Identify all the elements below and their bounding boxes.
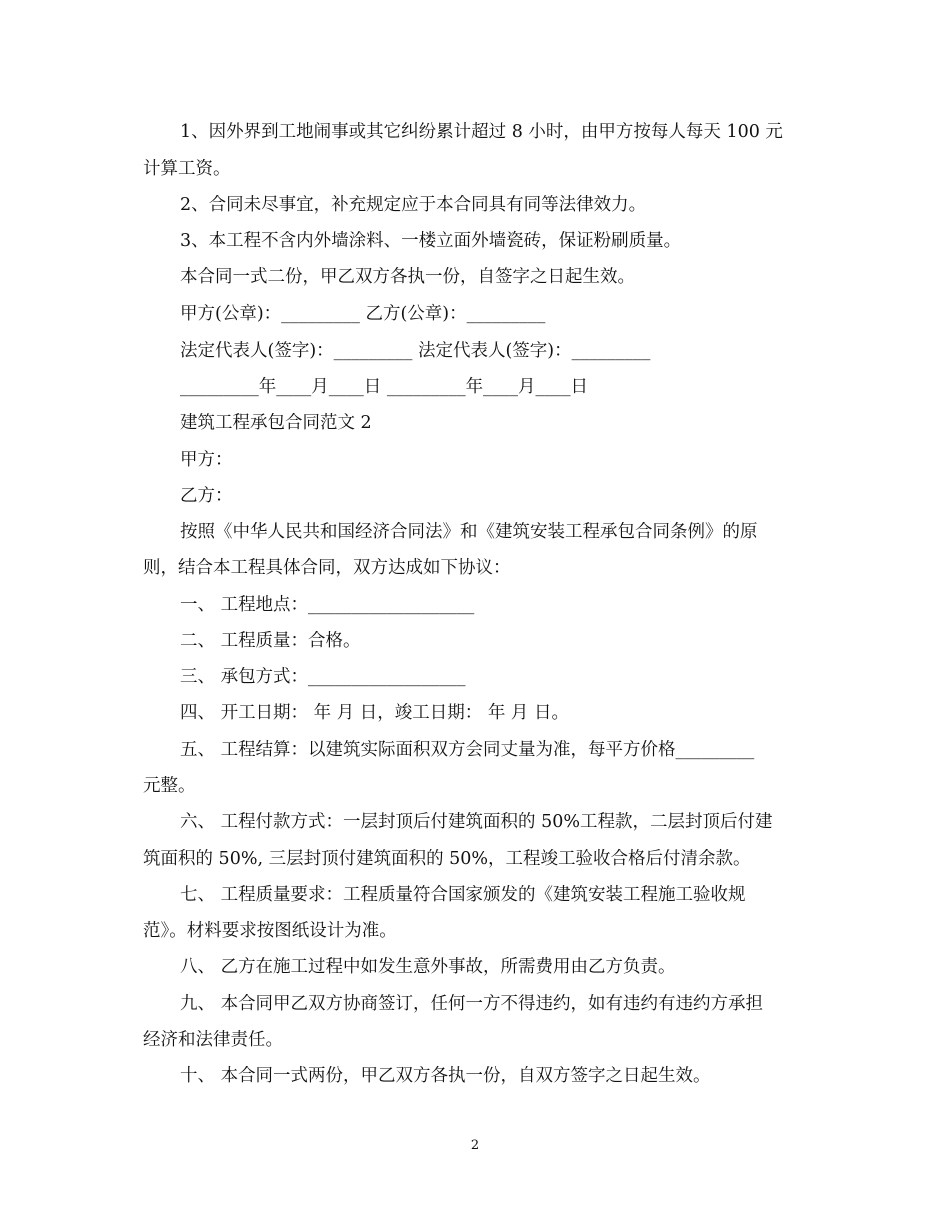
section-title: 建筑工程承包合同范文 2 xyxy=(180,413,372,433)
signature-line: 甲方(公章)：_________ 乙方(公章)：_________ xyxy=(180,304,546,324)
text-line: 本合同一式二份，甲乙双方各执一份，自签字之日起生效。 xyxy=(180,267,635,287)
clause-line: 六、 工程付款方式：一层封顶后付建筑面积的 50%工程款，二层封顶后付建 xyxy=(180,812,773,832)
text-line: 1、因外界到工地闹事或其它纠纷累计超过 8 小时，由甲方按每人每天 100 元 xyxy=(180,122,783,142)
party-a-line: 甲方： xyxy=(180,450,233,470)
clause-line: 范》。材料要求按图纸设计为准。 xyxy=(143,921,397,941)
clause-line: 一、 工程地点：___________________ xyxy=(180,595,475,615)
text-line: 按照《中华人民共和国经济合同法》和《建筑安装工程承包合同条例》的原 xyxy=(180,522,758,542)
clause-line: 十、 本合同一式两份，甲乙双方各执一份，自双方签字之日起生效。 xyxy=(180,1066,711,1086)
clause-line: 五、 工程结算：以建筑实际面积双方会同丈量为准，每平方价格_________ xyxy=(180,740,755,760)
date-line: _________年____月____日 _________年____月____日 xyxy=(180,377,589,397)
clause-line: 九、 本合同甲乙双方协商签订，任何一方不得违约，如有违约有违约方承担 xyxy=(180,994,764,1014)
clause-line: 四、 开工日期： 年 月 日，竣工日期： 年 月 日。 xyxy=(180,703,569,723)
clause-line: 三、 承包方式：__________________ xyxy=(180,667,466,687)
text-line: 3、本工程不含内外墙涂料、一楼立面外墙瓷砖，保证粉刷质量。 xyxy=(180,231,682,251)
party-b-line: 乙方： xyxy=(180,486,233,506)
clause-line: 二、 工程质量：合格。 xyxy=(180,631,361,651)
text-line: 2、合同未尽事宜，补充规定应于本合同具有同等法律效力。 xyxy=(180,195,647,215)
clause-line: 元整。 xyxy=(143,776,196,796)
text-line: 计算工资。 xyxy=(143,159,231,179)
text-line: 则，结合本工程具体合同，双方达成如下协议： xyxy=(143,558,511,578)
page-number: 2 xyxy=(470,1138,480,1153)
clause-line: 八、 乙方在施工过程中如发生意外事故，所需费用由乙方负责。 xyxy=(180,957,676,977)
clause-line: 经济和法律责任。 xyxy=(143,1030,283,1050)
clause-line: 筑面积的 50%, 三层封顶付建筑面积的 50%，工程竣工验收合格后付清余款。 xyxy=(143,849,751,869)
clause-line: 七、 工程质量要求：工程质量符合国家颁发的《建筑安装工程施工验收规 xyxy=(180,885,746,905)
signature-line: 法定代表人(签字)：_________ 法定代表人(签字)：_________ xyxy=(180,341,651,361)
